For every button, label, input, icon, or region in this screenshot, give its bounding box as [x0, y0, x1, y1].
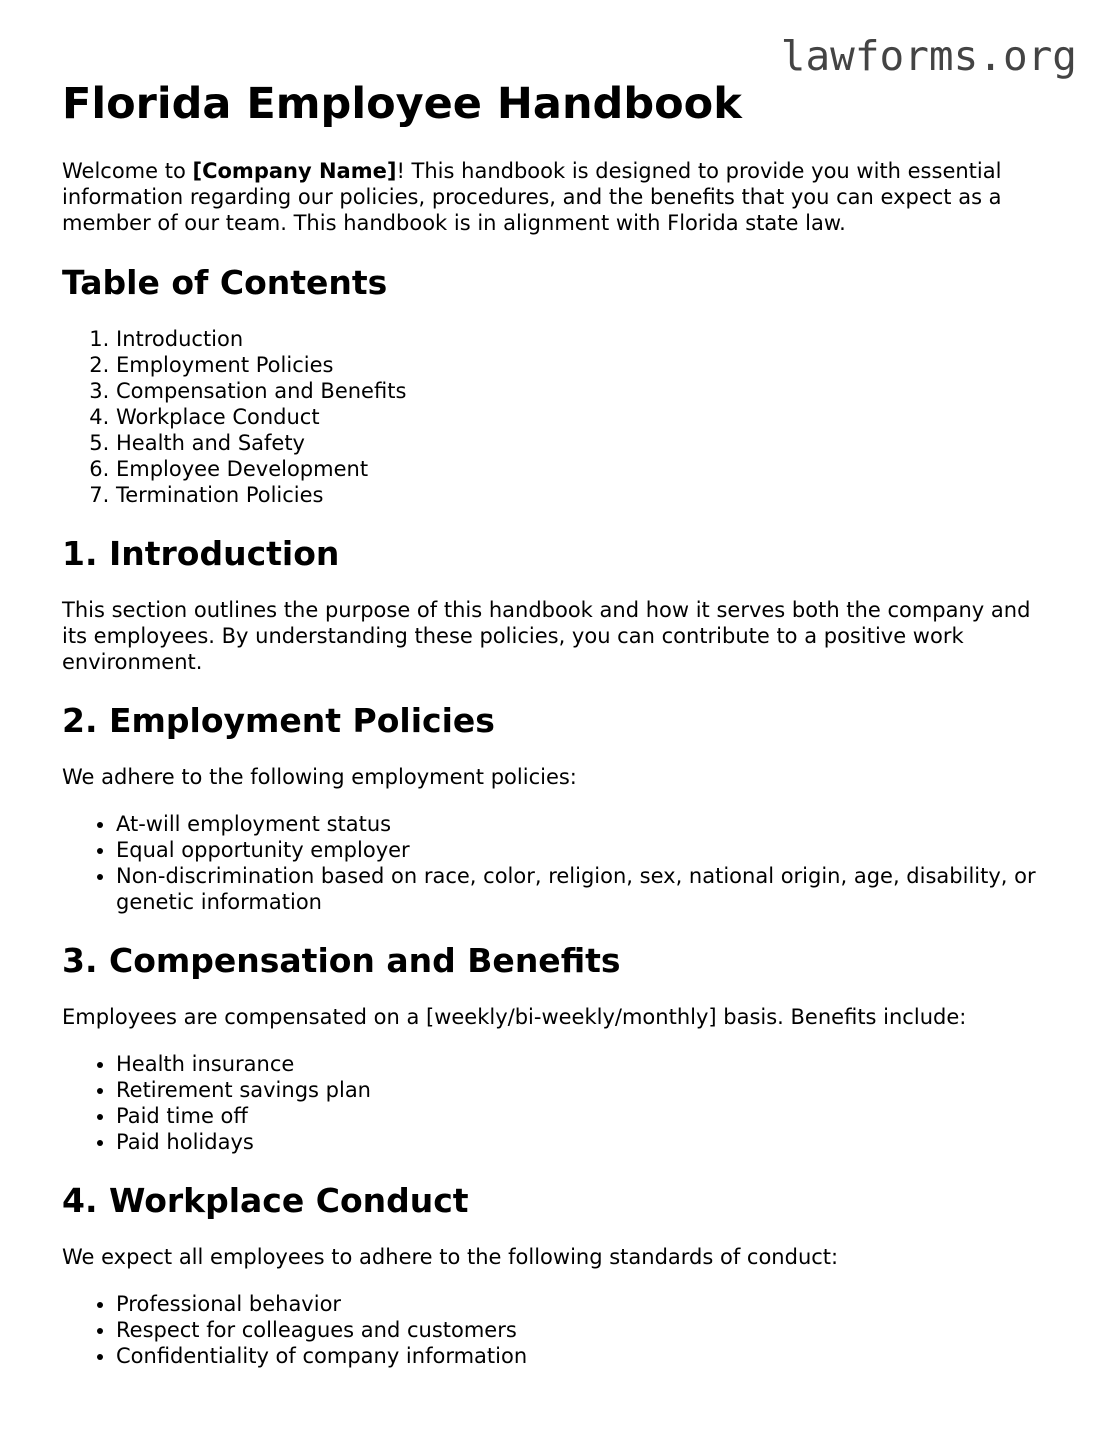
list-item: • Non-discrimination based on race, color, religion, sex, national origin, age, disability, or genetic information — [116, 863, 1052, 915]
section-text-introduction: This section outlines the purpose of this handbook and how it serves both the company and its employees. By understanding these policies, you can contribute to a positive work environment. — [62, 598, 1031, 674]
list-item: • Respect for colleagues and customers — [116, 1317, 1052, 1343]
list-item: • At-will employment status — [116, 811, 1052, 837]
list-item: • Equal opportunity employer — [116, 837, 1052, 863]
section-heading-conduct: 4. Workplace Conduct — [62, 1181, 469, 1220]
list-item: • Retirement savings plan — [116, 1077, 1052, 1103]
section-heading-employment: 2. Employment Policies — [62, 701, 495, 740]
watermark: lawforms.org — [780, 32, 1077, 80]
section-heading-introduction: 1. Introduction — [62, 534, 340, 573]
intro-paragraph — [62, 158, 1052, 236]
toc-item: 6. Employee Development — [116, 456, 1052, 482]
intro-text-before: Welcome to — [62, 159, 193, 183]
page-title: Florida Employee Handbook — [62, 79, 742, 129]
company-name-placeholder: [Company Name] — [192, 159, 397, 183]
list-item: • Paid holidays — [116, 1129, 1052, 1155]
toc-heading: Table of Contents — [62, 263, 388, 302]
employment-policies-list — [62, 811, 1052, 915]
toc-item: 2. Employment Policies — [116, 352, 1052, 378]
benefits-list — [62, 1051, 1052, 1155]
list-item: • Health insurance — [116, 1051, 1052, 1077]
section-text-compensation: Employees are compensated on a [weekly/bi-weekly/monthly] basis. Benefits include: — [62, 1005, 967, 1029]
toc-list — [62, 326, 1052, 508]
toc-item: 3. Compensation and Benefits — [116, 378, 1052, 404]
section-text-conduct: We expect all employees to adhere to the following standards of conduct: — [62, 1245, 839, 1269]
list-item: • Professional behavior — [116, 1291, 1052, 1317]
intro-text-after: ! This handbook is designed to provide you with essential information regarding our policies, procedures, and the benefits that you can expect as a member of our team. This handbook is in alignment with Florida state law. — [62, 159, 1002, 235]
document-body — [62, 158, 1052, 1369]
list-item: • Paid time off — [116, 1103, 1052, 1129]
toc-item: 5. Health and Safety — [116, 430, 1052, 456]
section-text-employment: We adhere to the following employment policies: — [62, 765, 577, 789]
list-item: • Confidentiality of company information — [116, 1343, 1052, 1369]
conduct-standards-list — [62, 1291, 1052, 1369]
toc-item: 1. Introduction — [116, 326, 1052, 352]
toc-item: 4. Workplace Conduct — [116, 404, 1052, 430]
toc-item: 7. Termination Policies — [116, 482, 1052, 508]
section-heading-compensation: 3. Compensation and Benefits — [62, 941, 621, 980]
